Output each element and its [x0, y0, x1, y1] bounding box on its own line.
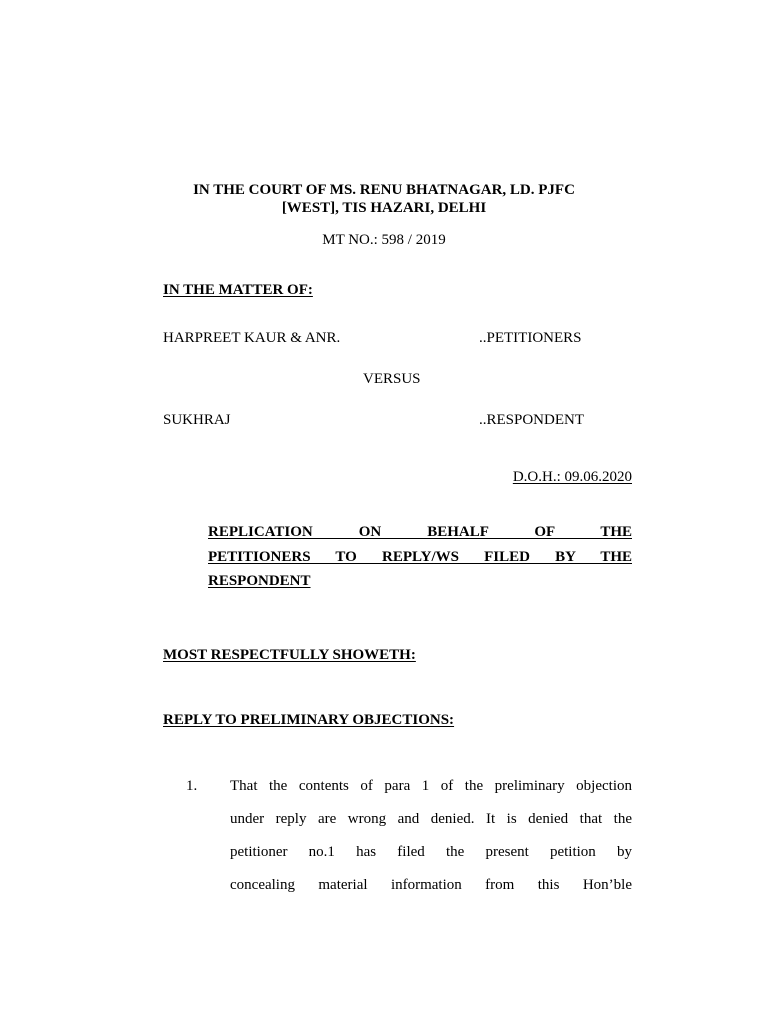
versus-label: VERSUS — [363, 371, 421, 387]
paragraph-number: 1. — [186, 778, 198, 794]
subject-line2: PETITIONERS TO REPLY/WS FILED BY THE — [208, 549, 632, 565]
showeth-heading: MOST RESPECTFULLY SHOWETH: — [163, 647, 416, 663]
petitioner-role: ..PETITIONERS — [479, 330, 582, 346]
paragraph-line: concealing material information from this Hon’ble — [230, 877, 632, 893]
section-heading: REPLY TO PRELIMINARY OBJECTIONS: — [163, 712, 455, 728]
petitioner-name: HARPREET KAUR & ANR. — [163, 330, 341, 346]
respondent-role: ..RESPONDENT — [479, 412, 585, 428]
matter-label: IN THE MATTER OF: — [163, 282, 313, 298]
paragraph-line: under reply are wrong and denied. It is denied that the — [230, 811, 632, 827]
subject-line1: REPLICATION ON BEHALF OF THE — [208, 524, 632, 540]
paragraph-line: That the contents of para 1 of the preliminary objection — [230, 778, 632, 794]
case-number: MT NO.: 598 / 2019 — [322, 232, 446, 248]
respondent-name: SUKHRAJ — [163, 412, 231, 428]
court-title-line2: [WEST], TIS HAZARI, DELHI — [281, 200, 487, 216]
date-of-hearing: D.O.H.: 09.06.2020 — [512, 469, 632, 485]
subject-line3: RESPONDENT — [208, 573, 311, 589]
paragraph-line: petitioner no.1 has filed the present petition by — [230, 844, 632, 860]
court-title-line1: IN THE COURT OF MS. RENU BHATNAGAR, LD. PJFC — [193, 182, 575, 198]
